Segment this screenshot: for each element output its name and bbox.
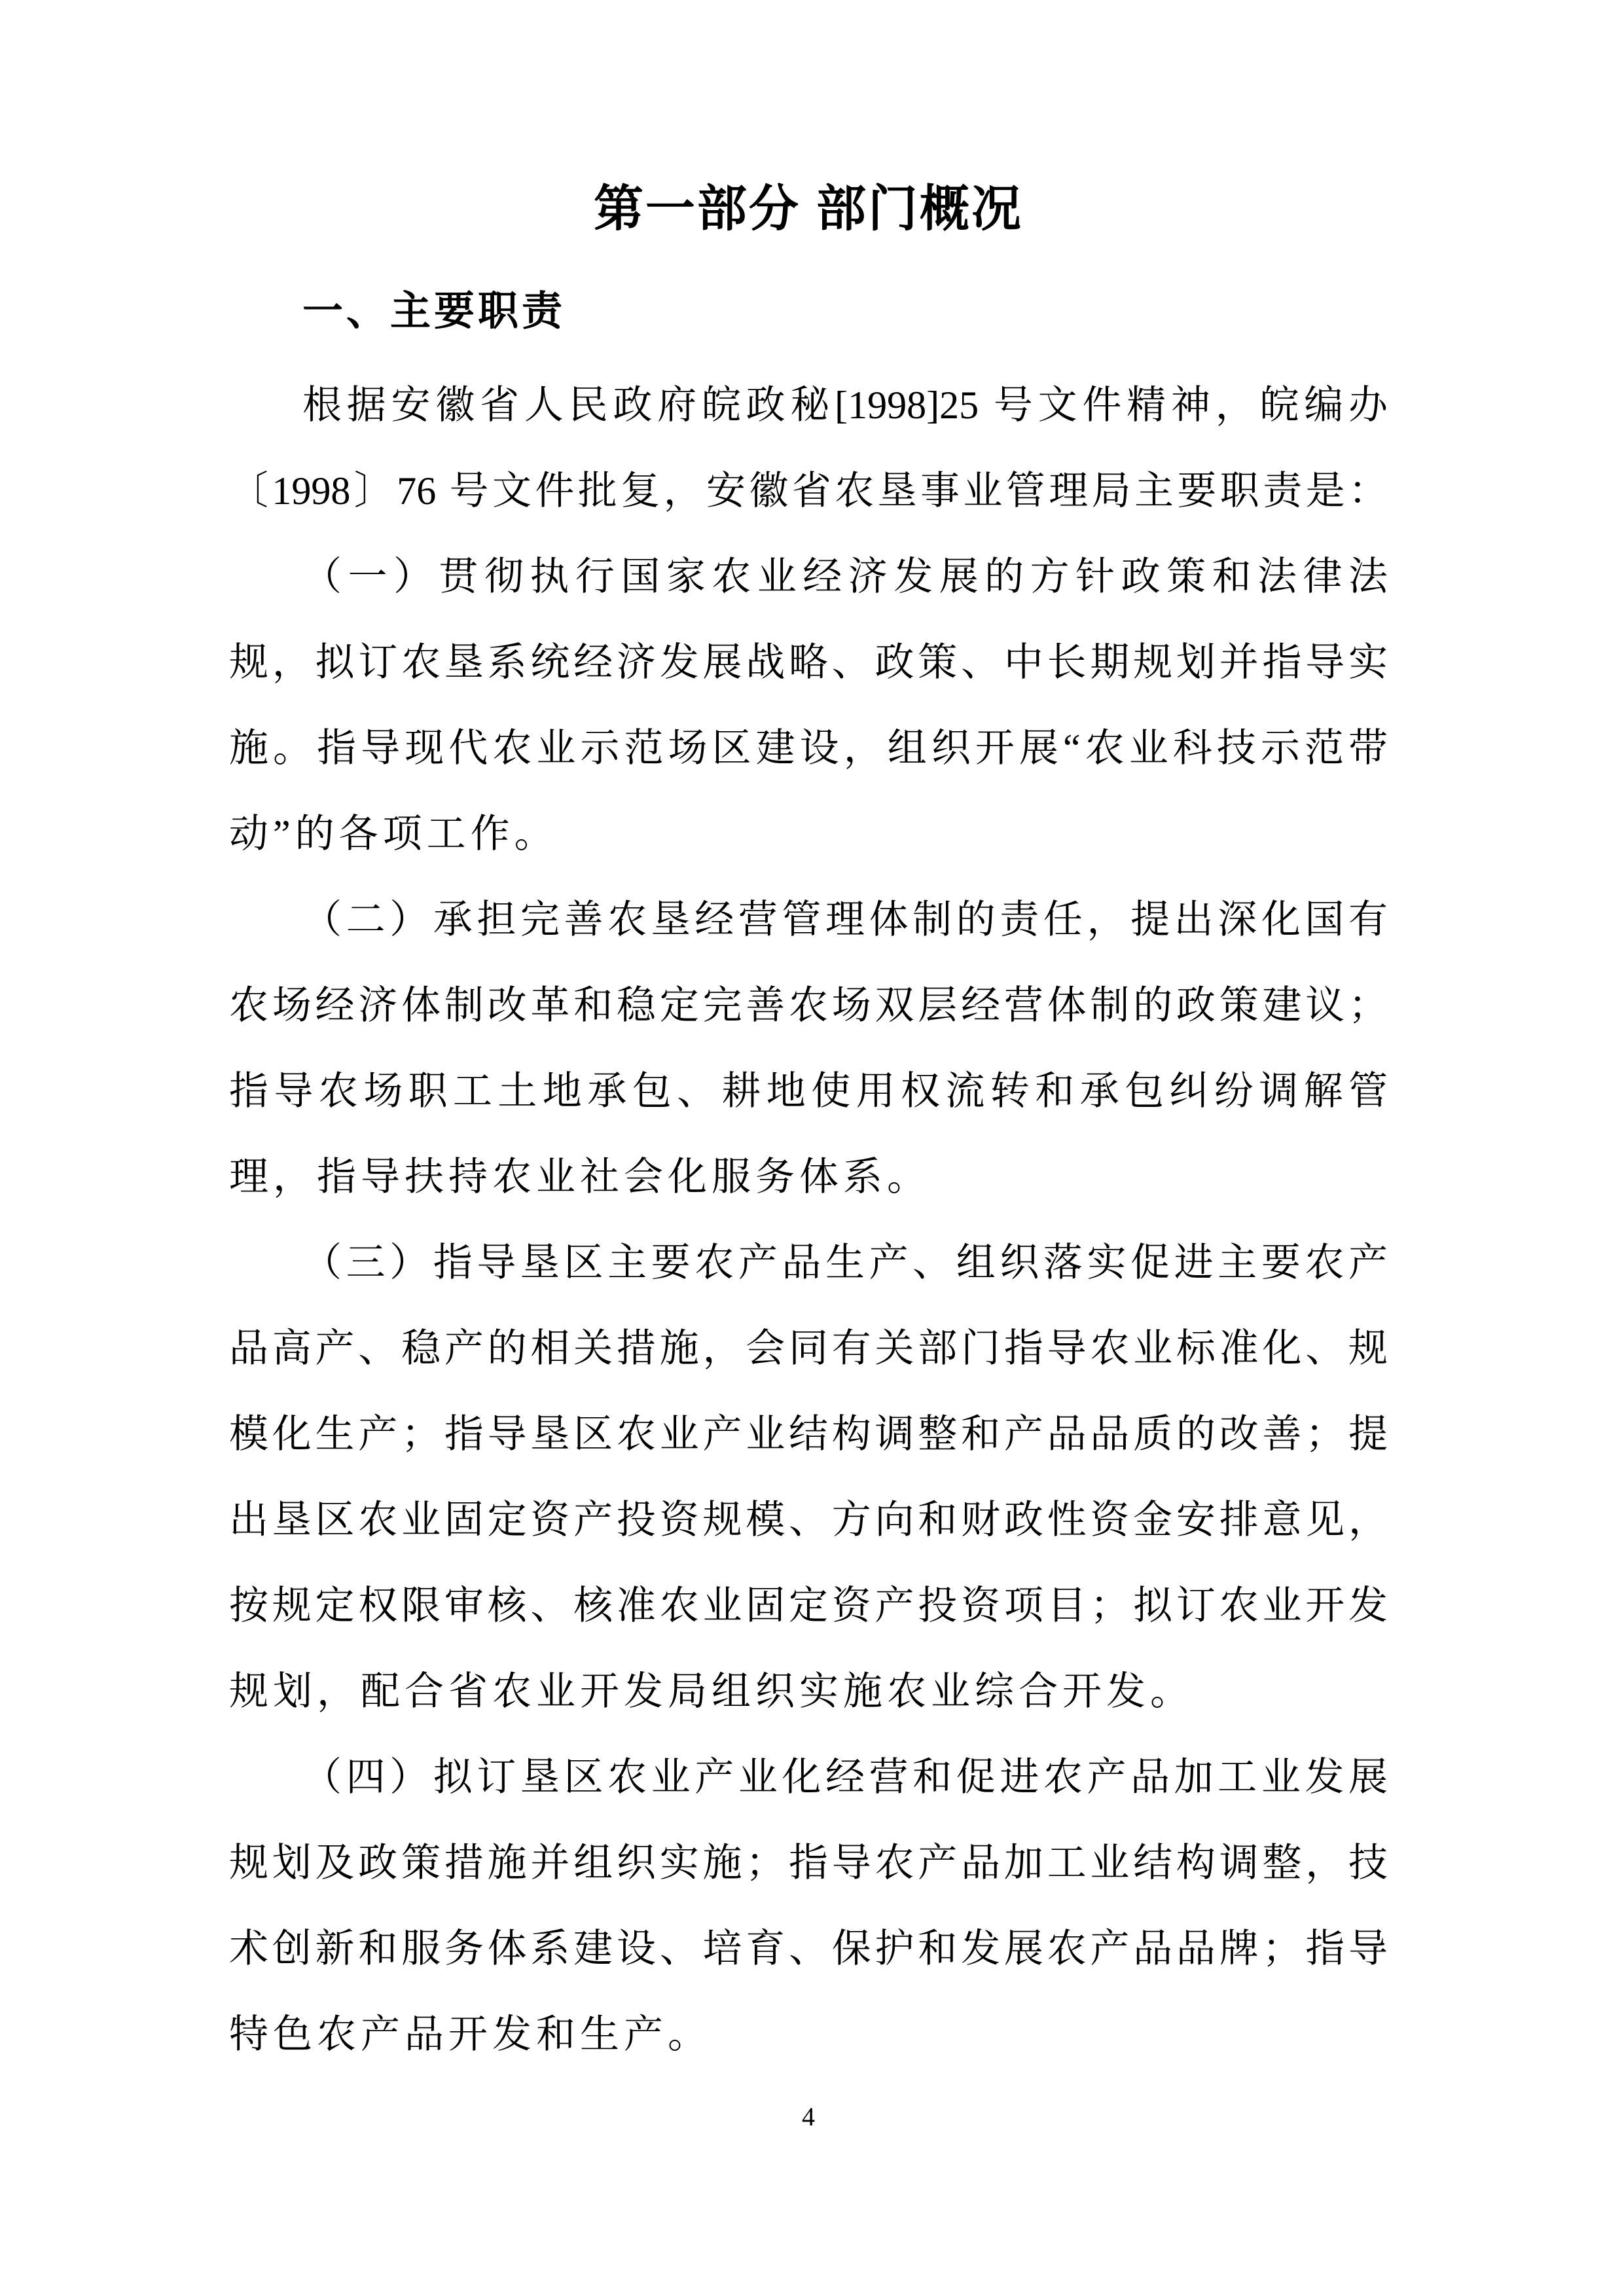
body-text bbox=[229, 363, 1388, 2078]
text-line: 〔1998〕76 号文件批复，安徽省农垦事业管理局主要职责是： bbox=[229, 469, 1388, 513]
text-line: 出垦区农业固定资产投资规模、方向和财政性资金安排意见， bbox=[229, 1498, 1388, 1542]
text-line: 品高产、稳产的相关措施，会同有关部门指导农业标准化、规 bbox=[229, 1327, 1388, 1370]
text-line: （三）指导垦区主要农产品生产、组织落实促进主要农产 bbox=[302, 1241, 1388, 1284]
page-number: 4 bbox=[802, 2102, 815, 2131]
page-title: 第一部分 部门概况 bbox=[593, 181, 1024, 237]
text-line: 规划及政策措施并组织实施；指导农产品加工业结构调整，技 bbox=[229, 1841, 1388, 1885]
paragraph bbox=[229, 1735, 1388, 2078]
text-line: （二）承担完善农垦经营管理体制的责任，提出深化国有 bbox=[302, 898, 1388, 941]
text-line: 规划，配合省农业开发局组织实施农业综合开发。 bbox=[229, 1670, 1194, 1713]
text-line: 模化生产；指导垦区农业产业结构调整和产品品质的改善；提 bbox=[229, 1413, 1388, 1456]
section-heading: 一、主要职责 bbox=[302, 289, 566, 334]
paragraph bbox=[229, 534, 1388, 877]
text-line: 农场经济体制改革和稳定完善农场双层经营体制的政策建议； bbox=[229, 984, 1388, 1027]
paragraph bbox=[229, 363, 1388, 534]
text-line: 按规定权限审核、核准农业固定资产投资项目；拟订农业开发 bbox=[229, 1584, 1388, 1627]
text-line: 指导农场职工土地承包、耕地使用权流转和承包纠纷调解管 bbox=[229, 1070, 1388, 1113]
text-line: 理，指导扶持农业社会化服务体系。 bbox=[229, 1155, 931, 1199]
text-line: （四）拟订垦区农业产业化经营和促进农产品加工业发展 bbox=[302, 1756, 1388, 1799]
text-line: 术创新和服务体系建设、培育、保护和发展农产品品牌；指导 bbox=[229, 1927, 1388, 1970]
text-line: 施。指导现代农业示范场区建设，组织开展“农业科技示范带 bbox=[229, 727, 1388, 770]
text-line: 根据安徽省人民政府皖政秘[1998]25 号文件精神，皖编办 bbox=[302, 384, 1388, 427]
paragraph bbox=[229, 877, 1388, 1220]
text-line: 特色农产品开发和生产。 bbox=[229, 2013, 712, 2056]
text-line: 规，拟订农垦系统经济发展战略、政策、中长期规划并指导实 bbox=[229, 641, 1388, 684]
text-line: 动”的各项工作。 bbox=[229, 812, 558, 856]
text-line: （一）贯彻执行国家农业经济发展的方针政策和法律法 bbox=[302, 555, 1388, 598]
paragraph bbox=[229, 1220, 1388, 1735]
